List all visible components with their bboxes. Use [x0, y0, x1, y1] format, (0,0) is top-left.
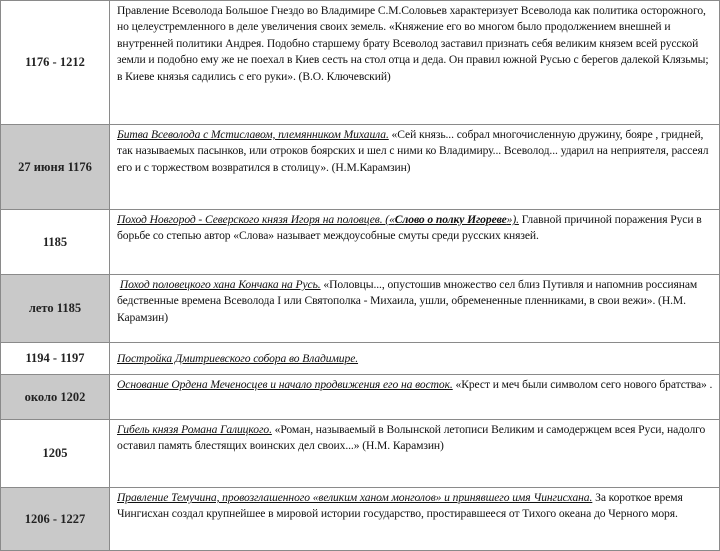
- date-cell: около 1202: [1, 375, 110, 420]
- event-cell: [110, 488, 720, 551]
- event-cell: [110, 375, 720, 420]
- event-text: «Роман, называемый в Волынской летописи Великим и самодержцем всея Руси, надолго оставил память блестящих воинских дел своих...» (Н.М. Карамзин): [117, 423, 706, 453]
- event-cell: [110, 1, 720, 125]
- table-row: [1, 420, 720, 488]
- event-text: «Крест и меч были символом сего нового братства» .: [452, 378, 713, 391]
- event-cell: [110, 343, 720, 375]
- event-cell: [110, 125, 720, 210]
- date-cell: 1206 - 1227: [1, 488, 110, 551]
- event-text: За короткое время Чингисхан создал крупнейшее в мировой истории государство, простиравшееся от Тихого океана до Черного моря.: [117, 491, 683, 521]
- table-row: [1, 488, 720, 551]
- table-row: [1, 210, 720, 275]
- event-heading-end: »).: [506, 213, 519, 226]
- event-heading: Правление Темучина, провозглашенного «великим ханом монголов» и принявшего имя Чингисхана.: [117, 491, 593, 504]
- event-text: Правление Всеволода Большое Гнездо во Владимире С.М.Соловьев характеризует Всеволода как политика осторожного, но целеустремленного в деле увеличения своих земель. «Княжение его во многом было продолжением внешней и внутренней политики Андрея. Подобно старшему брату Всеволод заставил признать себя великим князем всей русской земли и подобно ему же не поехал в Киев сесть на стол отца и деда. Он правил южной Русью с берегов далекой Клязьмы; в Киеве князья садились с его руки». (В.О. Ключевский): [117, 4, 709, 83]
- event-heading: Битва Всеволода с Мстиславом, племянником Михаила.: [117, 128, 389, 141]
- event-heading: Постройка Дмитриевского собора во Владимире.: [117, 352, 359, 366]
- date-cell: 1194 - 1197: [1, 343, 110, 375]
- date-cell: 27 июня 1176: [1, 125, 110, 210]
- event-text: «Сей князь... собрал многочисленную дружину, бояре , гридней, так называемых пасынков, или отроков боярских и шел с ними ко Владимиру... Всеволод... ударил на неприятеля, рассеял его и с торжеством возвратился в столицу». (Н.М.Карамзин): [117, 128, 709, 174]
- event-heading: Основание Ордена Меченосцев и начало продвижения его на восток.: [117, 378, 453, 391]
- table-row: [1, 375, 720, 420]
- table-row: [1, 1, 720, 125]
- event-cell: [110, 275, 720, 343]
- date-cell: 1185: [1, 210, 110, 275]
- date-cell: 1205: [1, 420, 110, 488]
- event-heading: Гибель князя Романа Галицкого.: [117, 423, 272, 436]
- event-text: «Половцы..., опустошив множество сел близ Путивля и напомнив россиянам бедственные времена Всеволода I или Святополка - Михаила, ушли, обремененные пленниками, в свои вежи». (Н.М. Карамзин): [117, 278, 698, 324]
- event-text: Главной причиной поражения Руси в борьбе со степью автор «Слова» называет междоусобные смуты среди русских князей.: [117, 213, 702, 243]
- date-cell: лето 1185: [1, 275, 110, 343]
- event-heading: Поход половецкого хана Кончака на Русь.: [119, 278, 321, 291]
- table-row: [1, 275, 720, 343]
- table-row: [1, 125, 720, 210]
- date-cell: 1176 - 1212: [1, 1, 110, 125]
- work-title: Слово о полку Игореве: [394, 213, 507, 226]
- event-heading: Поход Новгород - Северского князя Игоря на половцев. («: [117, 213, 395, 226]
- event-cell: [110, 420, 720, 488]
- table-row: [1, 343, 720, 375]
- event-cell: [110, 210, 720, 275]
